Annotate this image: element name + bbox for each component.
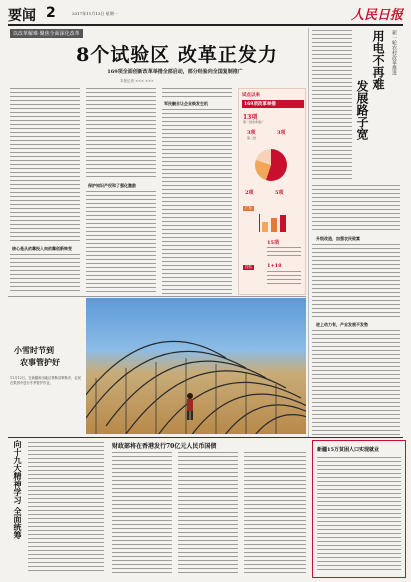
bottom-right-headline: 新疆15万贫困人口实现就业 <box>317 447 379 453</box>
byline: 本报记者 ××× ××× <box>120 79 154 83</box>
section-head-3: 军民融合让企业焕发生机 <box>164 101 208 106</box>
stat-2: 3项 <box>247 130 256 136</box>
bottom-middle-headline: 财政部将在香港发行70亿元人民币国债 <box>112 443 217 450</box>
section-head-2: 保护知识产权和了强化激励 <box>88 183 136 188</box>
article-body-col-1 <box>10 88 80 243</box>
section-head-1: 核心是从依靠投入向依靠创新转变 <box>12 246 72 251</box>
article-body-col-3 <box>162 88 232 98</box>
bottom-left-headline: 向十九大精神学习 全面统筹 <box>13 440 23 539</box>
column-divider <box>308 28 309 438</box>
pie-chart <box>255 149 287 181</box>
right-body-4 <box>312 330 400 435</box>
news-photo <box>86 298 306 434</box>
photo-caption-body: 11月12日，在新疆和田地区策勒县策勒乡，农民在果园中进行冬季管护作业。 <box>10 376 82 385</box>
greenhouse-frames <box>86 298 306 434</box>
right-kicker: 新一轮农村改革推进 <box>391 30 397 75</box>
stat-1-label: 第一批改革推广 <box>243 120 265 124</box>
bottom-left-body <box>28 442 104 574</box>
bottom-middle-body-3 <box>244 452 306 574</box>
article-body-col-3b <box>162 109 232 294</box>
article-body-col-2 <box>86 88 156 180</box>
infographic-text-2 <box>267 271 301 287</box>
farmer-figure <box>187 393 193 420</box>
infographic-label-experience: 经验 <box>245 265 252 269</box>
stat-1: 13项 <box>243 114 258 121</box>
right-section-head-1: 升级改造，加强农民致富 <box>316 236 360 241</box>
stat-7: 1+18 <box>267 263 282 269</box>
section-label: 要闻 <box>8 8 36 24</box>
infographic-label-guangdong: 广东 <box>245 206 252 210</box>
article-body-col-2b <box>86 191 156 294</box>
top-section-divider <box>8 296 306 297</box>
infographic-title: 试点以来 <box>242 93 260 98</box>
stat-6: 15项 <box>267 240 279 246</box>
header-bar <box>8 4 403 26</box>
right-headline-2: 发展路子宽 <box>355 80 369 140</box>
photo-caption-title-1: 小雪时节到 <box>14 345 54 355</box>
date-line: 2017年11月13日 星期一 <box>72 11 118 16</box>
headline: 8个试验区 改革正发力 <box>76 44 278 66</box>
right-body-1 <box>312 30 352 180</box>
masthead-logo: 人民日报 <box>350 8 403 23</box>
story-tag: 以改革解难·聚焦全面深化改革 <box>10 29 83 38</box>
article-body-col-1b <box>10 254 80 294</box>
bottom-middle-body-2 <box>178 452 238 574</box>
stat-2-label: 第二批 <box>247 136 257 140</box>
stat-4: 2项 <box>245 190 254 196</box>
infographic-text-1 <box>267 247 301 257</box>
infographic-banner: 169项改革举措 <box>242 100 304 108</box>
chart-bars <box>259 214 300 232</box>
page-number: 2 <box>46 5 56 21</box>
photo-caption-title-2: 农事管护好 <box>20 357 60 367</box>
right-body-3 <box>312 244 400 318</box>
right-headline-1: 用电不再难 <box>371 30 385 90</box>
right-body-2 <box>312 185 400 233</box>
subheadline: 169项全面创新改革举措全部启动，部分经验向全国复制推广 <box>107 69 243 75</box>
stat-5: 5项 <box>275 190 284 196</box>
bottom-right-body <box>317 457 401 571</box>
stat-3: 3项 <box>277 130 286 136</box>
bottom-right-box <box>312 440 406 578</box>
bottom-section-divider <box>8 437 403 438</box>
bottom-middle-body-1 <box>112 452 172 574</box>
infographic <box>238 88 306 295</box>
right-section-head-2: 进上动力有，产业发展不发愁 <box>316 322 368 327</box>
